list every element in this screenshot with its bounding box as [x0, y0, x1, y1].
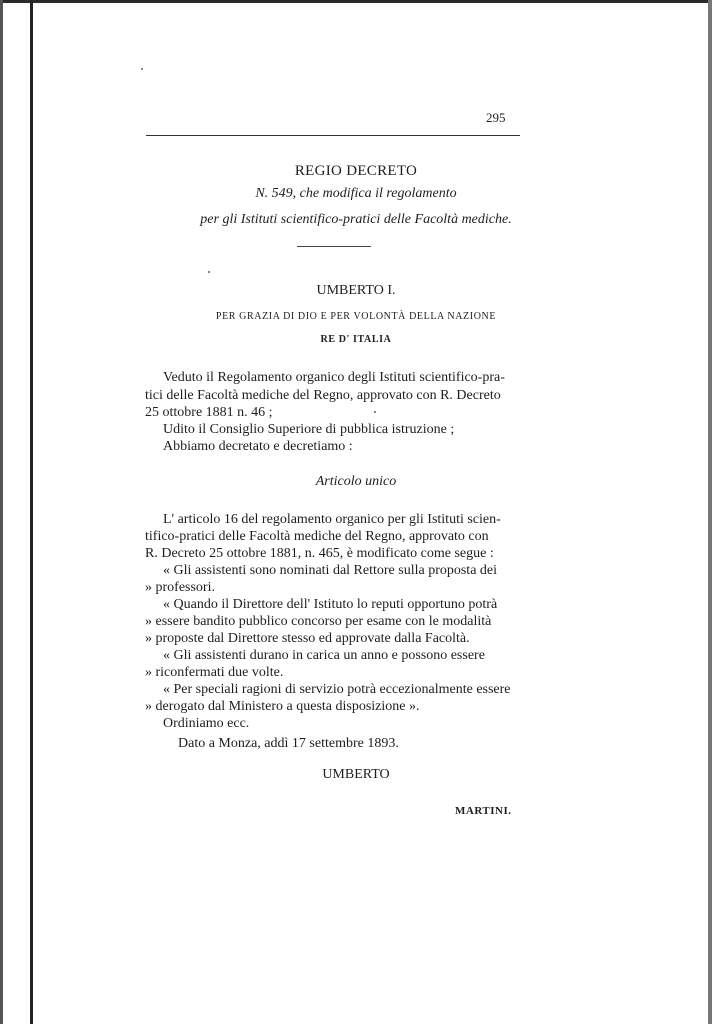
date-place-line: Dato a Monza, addì 17 settembre 1893.: [178, 736, 399, 751]
article-line: R. Decreto 25 ottobre 1881, n. 465, è modificato come segue :: [145, 546, 494, 561]
scan-speck: [374, 411, 376, 413]
scan-speck: [208, 271, 210, 273]
grace-formula: PER GRAZIA DI DIO E PER VOLONTÀ DELLA NAZIONE: [215, 311, 497, 322]
article-line: « Gli assistenti durano in carica un anno e possono essere: [163, 648, 485, 663]
decree-subtitle-line-2: per gli Istituti scientifico-pratici delle Facoltà mediche.: [200, 212, 512, 227]
article-line: » essere bandito pubblico concorso per esame con le modalità: [145, 614, 492, 629]
article-line: » riconfermati due volte.: [145, 665, 284, 680]
header-rule: [146, 135, 520, 136]
scan-right-edge: [708, 0, 712, 1024]
article-line: » proposte dal Direttore stesso ed approvate dalla Facoltà.: [145, 631, 470, 646]
scan-left-edge: [0, 0, 3, 1024]
recital-line: Veduto il Regolamento organico degli Istituti scientifico-pra-: [163, 370, 505, 385]
closing-formula: Ordiniamo ecc.: [163, 716, 250, 731]
king-name: UMBERTO I.: [316, 283, 396, 298]
minister-signature: MARTINI.: [455, 805, 512, 817]
article-line: tifico-pratici delle Facoltà mediche del Regno, approvato con: [145, 529, 489, 544]
article-line: « Gli assistenti sono nominati dal Rettore sulla proposta dei: [163, 563, 498, 578]
decree-title: REGIO DECRETO: [294, 163, 418, 179]
title-divider: [297, 246, 371, 247]
king-of-italy: RE D' ITALIA: [320, 334, 392, 345]
recital-line: tici delle Facoltà mediche del Regno, approvato con R. Decreto: [145, 388, 501, 403]
article-line: L' articolo 16 del regolamento organico per gli Istituti scien-: [163, 512, 501, 527]
article-heading: Articolo unico: [315, 474, 397, 489]
page-binding-edge: [30, 0, 33, 1024]
recital-line: Abbiamo decretato e decretiamo :: [163, 439, 353, 454]
article-line: « Per speciali ragioni di servizio potrà eccezionalmente essere: [163, 682, 511, 697]
article-line: » derogato dal Ministero a questa disposizione ».: [145, 699, 420, 714]
decree-subtitle-line-1: N. 549, che modifica il regolamento: [255, 186, 457, 201]
article-line: » professori.: [145, 580, 215, 595]
page-top-border: [0, 0, 712, 3]
scan-speck: [141, 68, 143, 70]
recital-line: 25 ottobre 1881 n. 46 ;: [145, 405, 273, 420]
page-number: 295: [486, 110, 506, 125]
recital-line: Udito il Consiglio Superiore di pubblica istruzione ;: [163, 422, 455, 437]
article-line: « Quando il Direttore dell' Istituto lo reputi opportuno potrà: [163, 597, 498, 612]
king-signature: UMBERTO: [322, 767, 390, 782]
